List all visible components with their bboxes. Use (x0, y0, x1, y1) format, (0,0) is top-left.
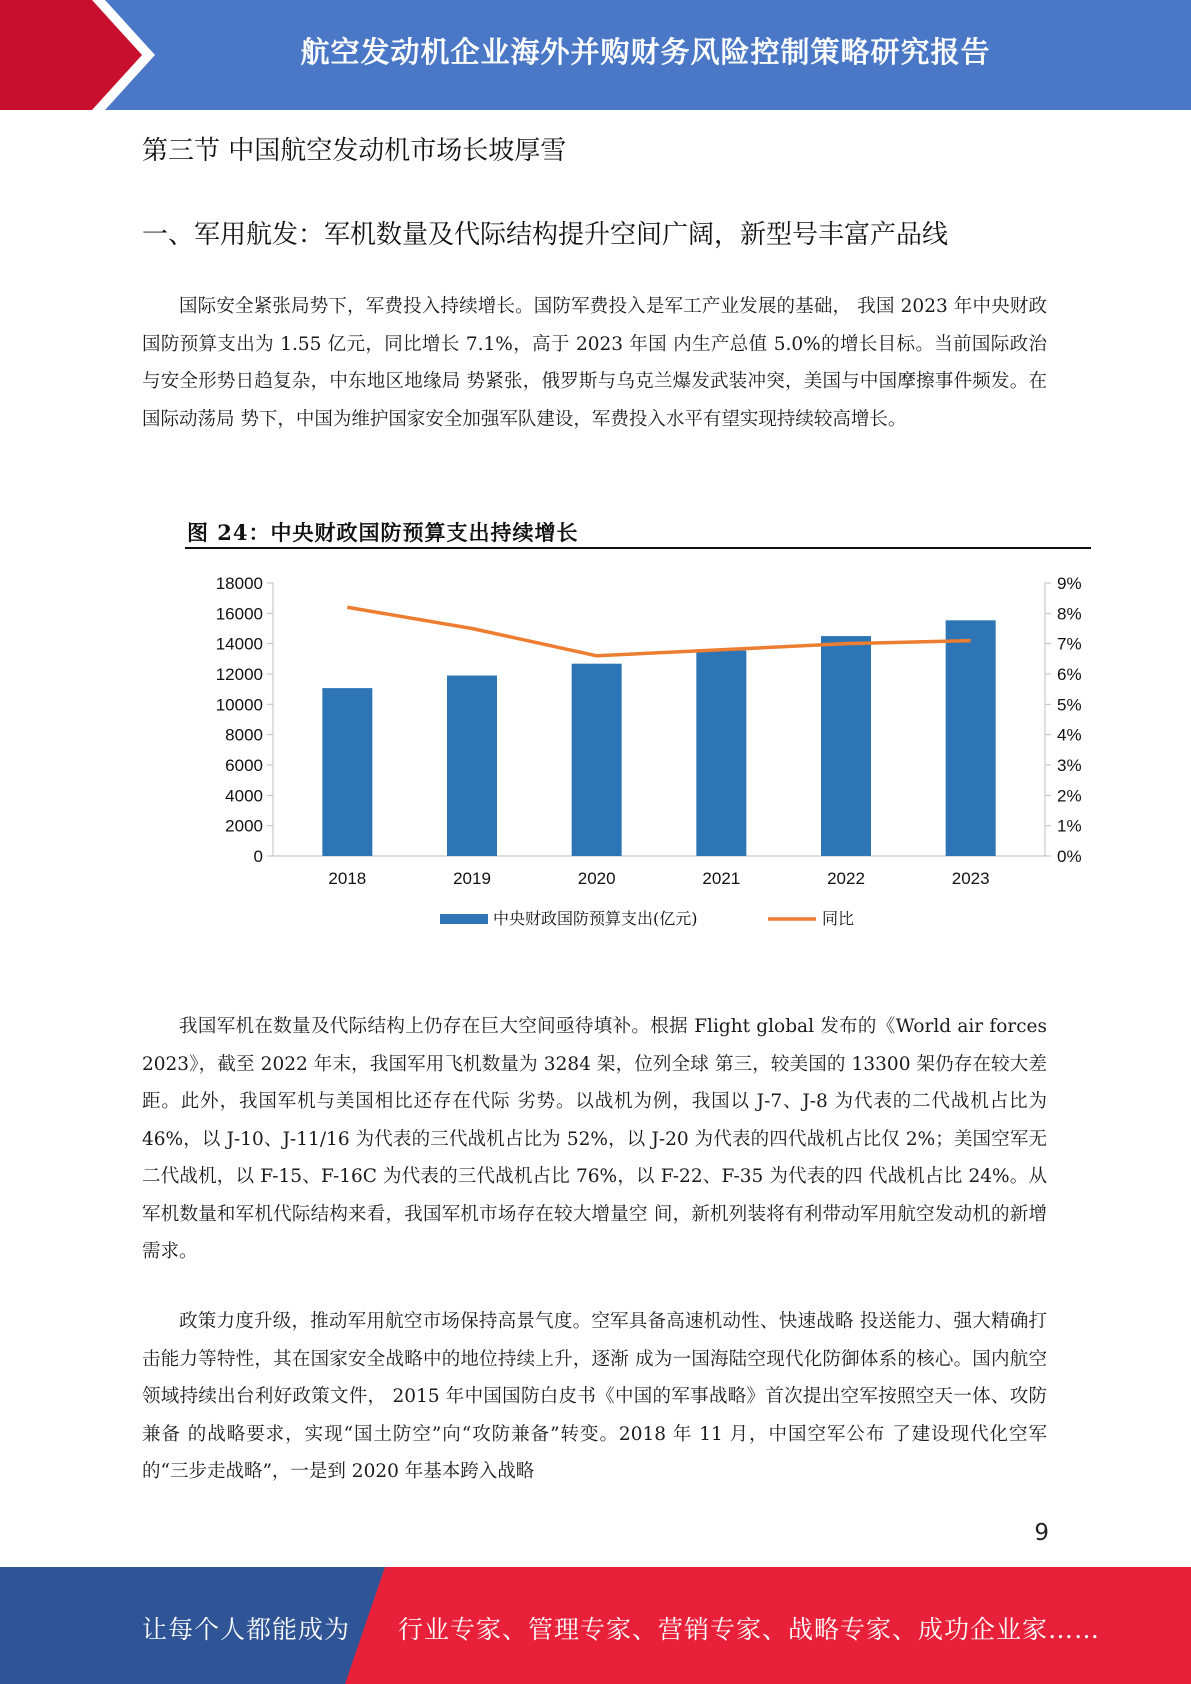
page-header (0, 0, 1191, 110)
left-axis-tick-label: 16000 (215, 604, 263, 624)
bar-2022 (821, 636, 871, 856)
left-axis-tick-label: 6000 (225, 756, 263, 775)
paragraph-3: 政策力度升级，推动军用航空市场保持高景气度。空军具备高速机动性、快速战略 投送能力、强大精确打击能力等特性，其在国家安全战略中的地位持续上升，逐渐 成为一国海陆空现代化防御体系的核心。国内航空领域持续出台利好政策文件， 2015 年中国国防白皮书《中国的军事战略》首次提出空军按照空天一体、攻防兼备 的战略要求，实现“国土防空”向“攻防兼备”转变。2018 年 11 月，中国空军公布 了建设现代化空军的“三步走战略”，一是到 2020 年基本跨入战略 (142, 1311, 1047, 1482)
right-axis-tick-label: 7% (1057, 634, 1082, 654)
footer-slogan-left: 让每个人都能成为 (142, 1615, 351, 1644)
defense-budget-chart (185, 556, 1091, 946)
bar-2018 (322, 688, 372, 856)
x-axis-tick-label: 2018 (328, 869, 367, 888)
left-axis-tick-label: 10000 (215, 695, 263, 715)
report-title: 航空发动机企业海外并购财务风险控制策略研究报告 (300, 35, 991, 69)
bar-2021 (696, 650, 746, 856)
right-axis-tick-label: 3% (1057, 756, 1082, 775)
paragraph-1: 国际安全紧张局势下，军费投入持续增长。国防军费投入是军工产业发展的基础， 我国 2023 年中央财政国防预算支出为 1.55 亿元，同比增长 7.1%，高于 2023 年国 内生产总值 5.0%的增长目标。当前国际政治与安全形势日趋复杂，中东地区地缘局 势紧张，俄罗斯与乌克兰爆发武装冲突，美国与中国摩擦事件频发。在国际动荡局 势下，中国为维护国家安全加强军队建设，军费投入水平有望实现持续较高增长。 (142, 296, 1047, 430)
right-axis-tick-label: 8% (1057, 604, 1082, 624)
section-title: 第三节 中国航空发动机市场长坡厚雪 (142, 136, 567, 166)
bar-2020 (572, 664, 622, 856)
figure-title-rule (185, 547, 1091, 549)
bar-2019 (447, 676, 497, 856)
x-axis-tick-label: 2023 (951, 869, 990, 888)
right-axis-tick-label: 9% (1057, 574, 1082, 593)
left-axis-tick-label: 0 (253, 847, 263, 866)
right-axis-tick-label: 0% (1057, 847, 1082, 866)
footer-slogan-right: 行业专家、管理专家、营销专家、战略专家、成功企业家…… (398, 1615, 1101, 1644)
x-axis-tick-label: 2021 (702, 869, 741, 888)
paragraph-2: 我国军机在数量及代际结构上仍存在巨大空间亟待填补。根据 Flight global 发布的《World air forces 2023》，截至 2022 年末，我国军用飞机数量为 3284 架，位列全球 第三，较美国的 13300 架仍存在较大差距。此外，我国军机与美国相比还存在代际 劣势。以战机为例，我国以 J-7、J-8 为代表的二代战机占比为 46%，以 J-10、J-11/16 为代表的三代战机占比为 52%，以 J-20 为代表的四代战机占比仅 2%；美国空军无 二代战机，以 F-15、F-16C 为代表的三代战机占比 76%，以 F-22、F-35 为代表的四 代战机占比 24%。从军机数量和军机代际结构来看，我国军机市场存在较大增量空 间，新机列装将有利带动军用航空发动机的新增需求。 (142, 1016, 1047, 1262)
x-axis-tick-label: 2019 (453, 869, 491, 888)
left-axis-tick-label: 8000 (225, 725, 263, 745)
x-axis-tick-label: 2020 (577, 869, 616, 888)
left-axis-tick-label: 2000 (225, 816, 263, 836)
x-axis-tick-label: 2022 (827, 869, 865, 888)
right-axis-tick-label: 1% (1057, 816, 1082, 836)
legend-line-label: 同比 (822, 909, 855, 928)
right-axis-tick-label: 6% (1057, 665, 1082, 684)
left-axis-tick-label: 18000 (215, 574, 263, 593)
right-axis-tick-label: 2% (1057, 786, 1082, 806)
left-axis-tick-label: 12000 (215, 665, 263, 684)
page-number: 9 (1034, 1520, 1049, 1546)
legend-bar-label: 中央财政国防预算支出(亿元) (493, 909, 698, 928)
right-axis-tick-label: 5% (1057, 695, 1082, 715)
right-axis-tick-label: 4% (1057, 725, 1082, 745)
left-axis-tick-label: 14000 (215, 634, 263, 654)
sub-title: 一、军用航发：军机数量及代际结构提升空间广阔，新型号丰富产品线 (142, 220, 949, 250)
left-axis-tick-label: 4000 (225, 786, 263, 806)
figure-title: 图 24：中央财政国防预算支出持续增长 (187, 520, 579, 545)
bar-2023 (946, 620, 996, 856)
legend-bar-swatch (440, 914, 488, 924)
yoy-growth-line (347, 607, 970, 656)
